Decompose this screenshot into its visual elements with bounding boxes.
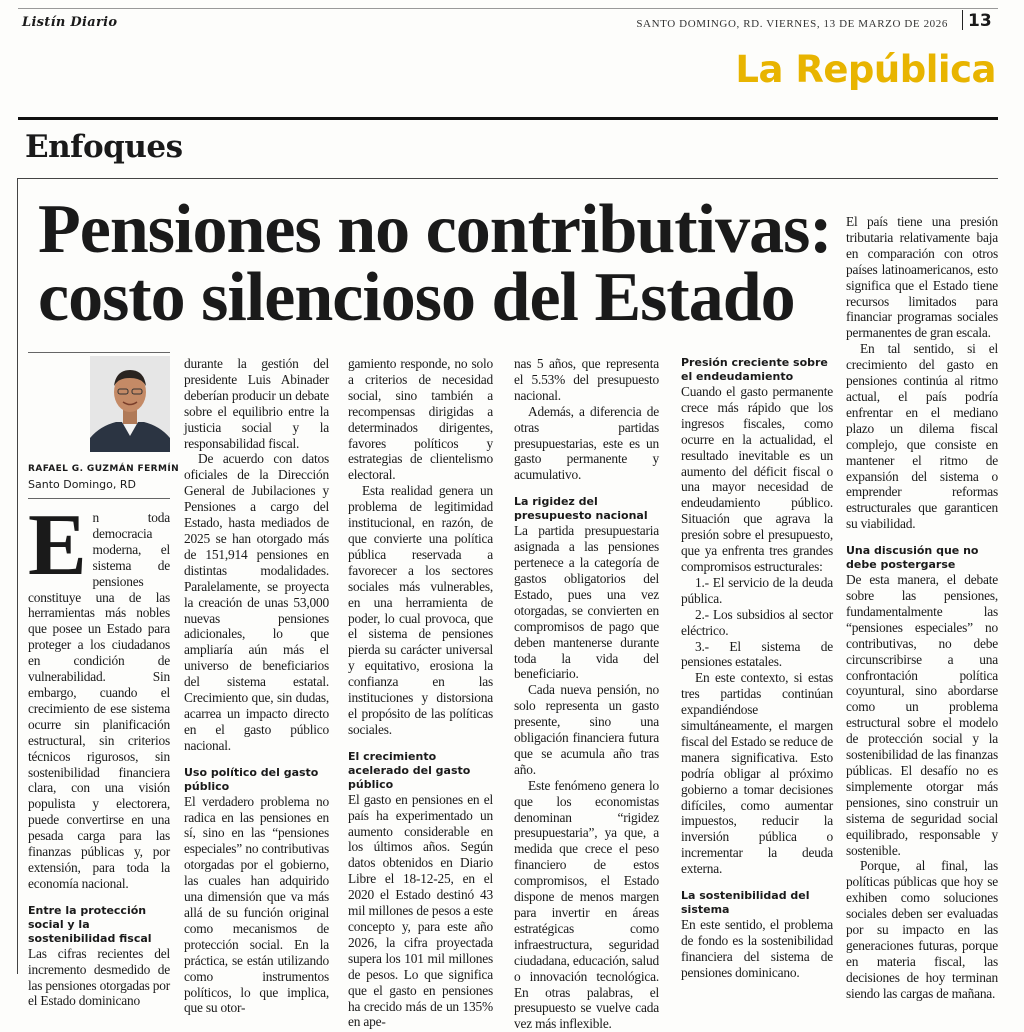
article-column-6 [846,214,998,1002]
list-item: 2.- Los subsidios al sector eléctrico. [681,606,833,638]
paragraph: De esta manera, el debate sobre las pensiones, fundamentalmente las “pensiones especiales” no contributivas, no debe circunscribirse a una confrontación política coyuntural, sino abordarse como un problema estructural sobre el modelo de protección social y la sostenibilidad de las finanzas públicas. El desafío no es simplemente otorgar más pensiones, sino construir un sistema de seguridad social equilibrado, responsable y sostenible. [846,572,998,858]
article-column-3 [348,356,493,1030]
subheading: El crecimiento acelerado del gasto público [348,749,471,791]
author-name: RAFAEL G. GUZMÁN FERMÍN [28,464,180,474]
page-number: 13 [968,11,992,31]
drop-cap: E [28,497,87,594]
column-kicker: Enfoques [25,129,183,165]
article-column-4 [514,356,659,1032]
paragraph [28,497,170,892]
article-column-2 [184,356,329,1016]
paragraph: Además, a diferencia de otras partidas presupuestarias, este es un gasto permanente y acumulativo. [514,403,659,483]
paragraph: Esta realidad genera un problema de legitimidad institucional, en razón, de que convierte una política pública reservada a favorecer a los sectores sociales más vulnerables, en una herramienta de poder, lo cual provoca, que el sistema de pensiones pierda su carácter universal y equitativo, erosiona la confianza en las instituciones y distorsiona el propósito de las políticas sociales. [348,483,493,737]
author-portrait-icon [90,356,170,452]
paragraph: Cuando el gasto permanente crece más rápido que los ingresos fiscales, como ocurre en la actualidad, el resultado inevitable es un aumento del déficit fiscal o una mayor necesidad de endeudamiento público. Situación que agrava la presión sobre el presupuesto, que ya enfrenta tres grandes compromisos estructurales: [681,384,833,574]
article-column-1 [28,497,170,1009]
section-rule [18,117,998,120]
subheading: La sostenibilidad del sistema [681,889,810,917]
paragraph: Este fenómeno genera lo que los economistas denominan “rigidez presupuestaria”, ya que, a medida que crece el peso financiero de estos compromisos, el Estado dispone de menos margen para invertir en áreas estratégicas como infraestructura, seguridad ciudadana, educación, salud o innovación tecnológica. En otras palabras, el presupuesto se vuelve cada vez más inflexible. [514,777,659,1032]
headline-line-1: Pensiones no contributivas: [38,191,832,268]
paragraph: gamiento responde, no solo a criterios de necesidad social, sino también a recompensas dirigidas a determinados dirigentes, favores políticos y estrategias de clientelismo electoral. [348,356,493,483]
headline-line-2: costo silencioso del Estado [38,259,795,336]
paragraph: De acuerdo con datos oficiales de la Dirección General de Jubilaciones y Pensiones a cargo del Estado, hasta mediados de 2025 se han otorgado más de 151,914 pensiones en distintas modalidades. Paralelamente, se proyecta la creación de unas 53,000 nuevas pensiones adicionales, lo que ampliaría aún más el universo de beneficiarios del sistema estatal. Crecimiento que, sin dudas, acarrea un impacto directo en el gasto público nacional. [184,451,329,753]
masthead-top-rule [18,8,998,9]
newspaper-logo: Listín Diario [22,15,118,30]
paragraph: Las cifras recientes del incremento desmedido de las pensiones otorgadas por el Estado dominicano [28,945,170,1009]
paragraph-text: n toda democracia moderna, el sistema de pensiones constituye una de las herramientas más nobles que posee un Estado para proteger a los ciudadanos en condición de vulnerabilidad. Sin embargo, cuando el crecimiento de ese sistema ocurre sin planificación estructural, sin criterios técnicos rigurosos, sin sostenibilidad financiera clara, con una visión populista y electorera, puede convertirse en una pesada carga para las finanzas públicas y, por extensión, para toda la economía nacional. [28,510,170,891]
byline-top-rule [28,352,170,353]
dateline: SANTO DOMINGO, RD. VIERNES, 13 DE MARZO DE 2026 [636,18,948,30]
paragraph: Cada nueva pensión, no solo representa un gasto presente, sino una obligación financiera futura que se acumula año tras año. [514,682,659,777]
paragraph: En este contexto, si estas tres partidas continúan expandiéndose simultáneamente, el margen fiscal del Estado se reduce de manera significativa. Esto podría obligar al próximo gobierno a tomar decisiones difíciles, como aumentar impuestos, reducir la inversión pública o incrementar la deuda externa. [681,670,834,877]
subheading: La rigidez del presupuesto nacional [514,495,648,523]
list-item: 3.- El sistema de pensiones estatales. [681,638,833,670]
author-photo [90,356,170,452]
paragraph: La partida presupuestaria asignada a las pensiones pertenece a la categoría de gastos obligatorios del Estado, pues una vez otorgadas, se convierten en compromisos de pago que deben mantenerse durante toda la vida del beneficiario. [514,523,659,682]
list-item: 1.- El servicio de la deuda pública. [681,574,833,606]
subheading: Presión creciente sobre el endeudamiento [681,356,828,383]
subheading: Una discusión que no debe postergarse [846,544,979,572]
paragraph: En este sentido, el problema de fondo es la sostenibilidad financiera del sistema de pensiones dominicano. [681,917,833,980]
paragraph: El verdadero problema no radica en las pensiones en sí, sino en las “pensiones especiales” no contributivas otorgadas por el gobierno, las cuales han adquirido una dimensión que va más allá de su función original como mecanismos de protección social. En la práctica, se están utilizando como instrumentos políticos, lo que implica, que su otor- [184,793,329,1016]
paragraph: nas 5 años, que representa el 5.53% del presupuesto nacional. [514,356,659,403]
paragraph: Porque, al final, las políticas públicas que hoy se exhiben como soluciones sociales deben ser evaluadas por su impacto en las generaciones futuras, porque en materia fiscal, las decisiones de hoy terminan siendo las cargas de mañana. [846,858,998,1001]
article-column-5 [681,344,833,981]
page-number-divider [962,10,963,30]
article-headline [38,191,838,336]
section-title: La República [735,48,996,91]
subheading: Entre la protección social y la sostenibilidad fiscal [28,903,152,945]
author-location: Santo Domingo, RD [28,478,136,491]
paragraph: El país tiene una presión tributaria relativamente baja en comparación con otros países latinoamericanos, esto significa que el Estado tiene recursos limitados para financiar programas sociales permanentes de gran escala. [846,214,998,341]
subheading: Uso político del gasto público [184,765,319,793]
paragraph: En tal sentido, si el crecimiento del gasto en pensiones continúa al ritmo actual, el país podría enfrentar en el mediano plazo un dilema fiscal complejo, que consiste en mantener el ritmo de expansión del sistema o emprender reformas estructurales que garanticen su viabilidad. [846,341,998,532]
paragraph: durante la gestión del presidente Luis Abinader deberían producir un debate sobre el equilibrio entre la justicia social y la responsabilidad fiscal. [184,356,329,451]
paragraph: El gasto en pensiones en el país ha experimentado un aumento considerable en los últimos años. Según datos obtenidos en Diario Libre el 18-12-25, en el 2020 el Estado destinó 43 mil millones de pesos a este concepto y, para este año 2026, la cifra proyectada supera los 101 mil millones de pesos. Lo que significa que el gasto en pensiones ha crecido más de un 135% en ape- [348,791,493,1030]
